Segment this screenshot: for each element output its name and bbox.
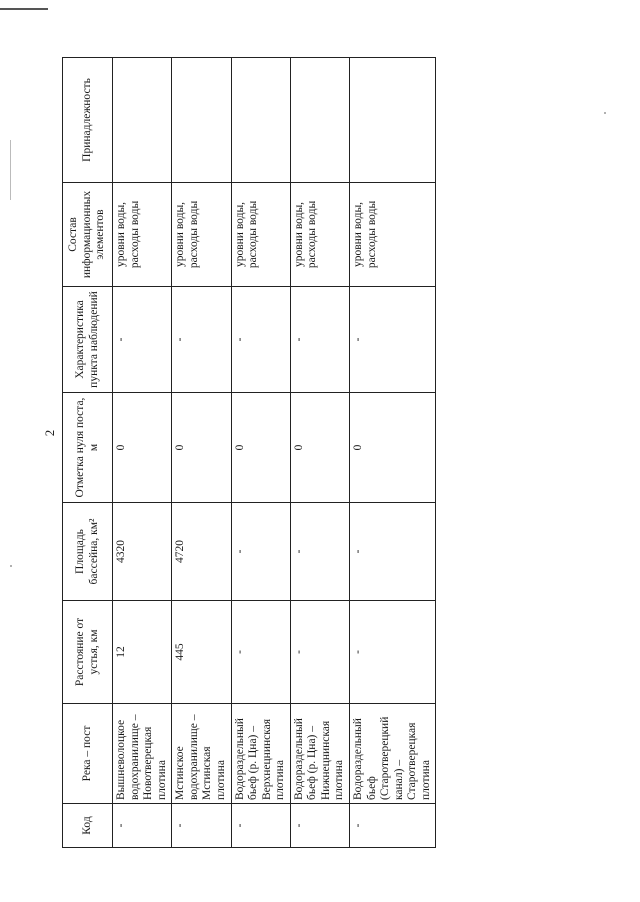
cell-code: - (290, 804, 349, 848)
cell-ownership (113, 58, 172, 183)
cell-basin-area: 4720 (172, 503, 231, 601)
cell-river-post: Водораздельный бьеф (р. Цна) – Верхнецнинская плотина (231, 704, 290, 804)
header-ownership: Принадлежность (63, 58, 113, 183)
cell-distance: - (290, 601, 349, 704)
table-header-row (63, 58, 113, 848)
table-row (113, 58, 172, 848)
cell-basin-area: - (231, 503, 290, 601)
cell-basin-area: - (290, 503, 349, 601)
scan-edge-mark (10, 140, 11, 200)
cell-ownership (231, 58, 290, 183)
cell-code: - (231, 804, 290, 848)
header-code: Код (63, 804, 113, 848)
cell-code: - (172, 804, 231, 848)
cell-distance: 445 (172, 601, 231, 704)
table-row (350, 58, 436, 848)
cell-river-post: Мстинское водохранилище – Мстинская плотина (172, 704, 231, 804)
table-row (172, 58, 231, 848)
observation-points-table (62, 57, 436, 848)
header-zero-mark: Отметка нуля поста, м (63, 393, 113, 503)
header-composition: Состав информационных элементов (63, 183, 113, 287)
cell-distance: 12 (113, 601, 172, 704)
cell-code: - (113, 804, 172, 848)
cell-composition: уровни воды, расходы воды (172, 183, 231, 287)
page-number: 2 (42, 429, 57, 437)
cell-river-post: Водораздельный бьеф (Старотверецкий канал) – Старотверецкая плотина (350, 704, 436, 804)
scan-dust (604, 112, 606, 114)
cell-distance: - (231, 601, 290, 704)
cell-zero-mark: 0 (290, 393, 349, 503)
scan-edge-mark (0, 8, 48, 10)
header-river-post: Река – пост (63, 704, 113, 804)
cell-composition: уровни воды, расходы воды (231, 183, 290, 287)
cell-basin-area: 4320 (113, 503, 172, 601)
header-characteristic: Характеристика пункта наблюдений (63, 287, 113, 393)
cell-characteristic: - (231, 287, 290, 393)
cell-zero-mark: 0 (231, 393, 290, 503)
cell-composition: уровни воды, расходы воды (350, 183, 436, 287)
scan-dust (10, 565, 12, 567)
cell-zero-mark: 0 (113, 393, 172, 503)
header-distance: Расстояние от устья, км (63, 601, 113, 704)
cell-ownership (350, 58, 436, 183)
cell-code: - (350, 804, 436, 848)
cell-composition: уровни воды, расходы воды (113, 183, 172, 287)
cell-composition: уровни воды, расходы воды (290, 183, 349, 287)
cell-zero-mark: 0 (172, 393, 231, 503)
cell-characteristic: - (350, 287, 436, 393)
cell-characteristic: - (113, 287, 172, 393)
header-basin-area: Площадь бассейна, км² (63, 503, 113, 601)
cell-ownership (290, 58, 349, 183)
table-row (231, 58, 290, 848)
cell-basin-area: - (350, 503, 436, 601)
cell-distance: - (350, 601, 436, 704)
table-container (62, 58, 432, 848)
cell-river-post: Вышневолоцкое водохранилище – Новотверецкая плотина (113, 704, 172, 804)
cell-characteristic: - (290, 287, 349, 393)
cell-ownership (172, 58, 231, 183)
cell-river-post: Водораздельный бьеф (р. Цна) – Нижнецнинская плотина (290, 704, 349, 804)
cell-zero-mark: 0 (350, 393, 436, 503)
cell-characteristic: - (172, 287, 231, 393)
table-row (290, 58, 349, 848)
